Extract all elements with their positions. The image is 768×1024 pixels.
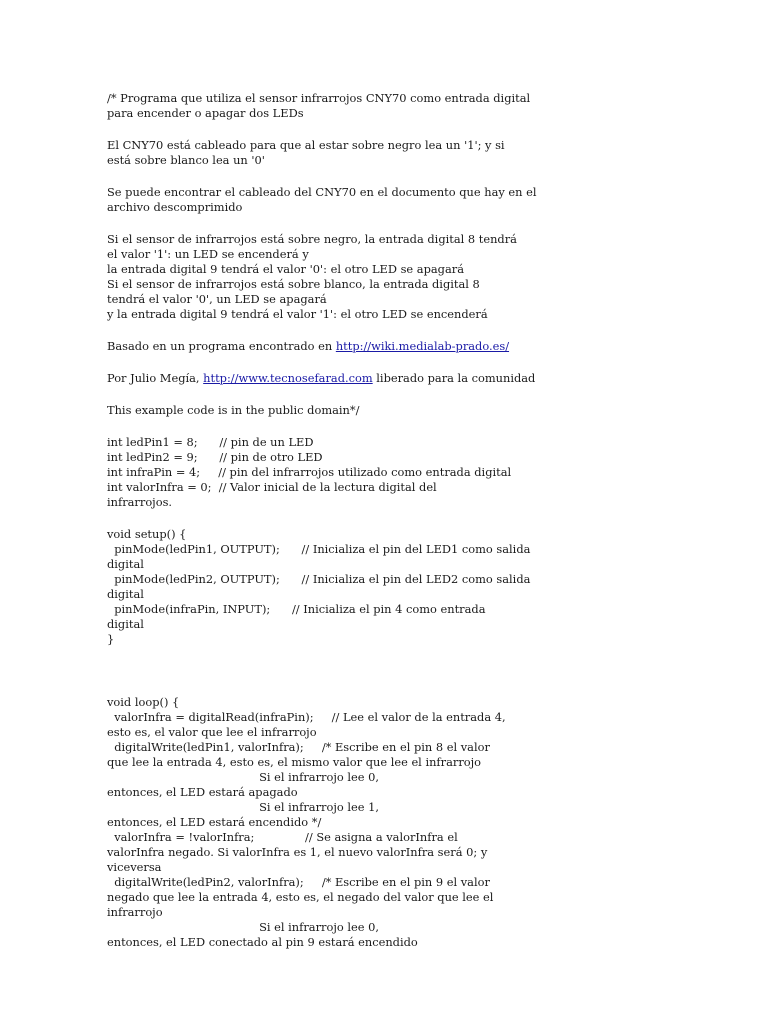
code-line: digital (107, 557, 144, 571)
code-line: que lee la entrada 4, esto es, el mismo valor que lee el infrarrojo (107, 755, 482, 769)
code-line: pinMode(ledPin1, OUTPUT); // Inicializa el pin del LED1 como salida (107, 542, 531, 556)
based-on-text: Basado en un programa encontrado en (107, 339, 336, 353)
wiring-note (107, 138, 667, 168)
text-line: Si el sensor de infrarrojos está sobre blanco, la entrada digital 8 (107, 277, 480, 291)
code-line: infrarrojos. (107, 495, 173, 509)
wiring-doc-reference (107, 185, 667, 215)
author-text: Por Julio Megía, (107, 371, 204, 385)
text-line: Se puede encontrar el cableado del CNY70 en el documento que hay en el (107, 185, 537, 199)
code-line: negado que lee la entrada 4, esto es, el negado del valor que lee el (107, 890, 494, 904)
code-line: void setup() { (107, 527, 187, 541)
code-line: entonces, el LED estará encendido */ (107, 815, 322, 829)
setup-function (107, 527, 667, 647)
text-line: archivo descomprimido (107, 200, 243, 214)
code-line: digital (107, 617, 144, 631)
code-line: pinMode(ledPin2, OUTPUT); // Inicializa el pin del LED2 como salida (107, 572, 531, 586)
blank-space (107, 647, 667, 695)
medialab-link[interactable]: http://wiki.medialab-prado.es/ (335, 339, 510, 353)
text-line: y la entrada digital 9 tendrá el valor '1': el otro LED se encenderá (107, 307, 488, 321)
code-line: int valorInfra = 0; // Valor inicial de la lectura digital del (107, 480, 437, 494)
text-line: This example code is in the public domain*/ (107, 403, 360, 417)
code-line: Si el infrarrojo lee 0, (107, 920, 379, 934)
code-line: valorInfra negado. Si valorInfra es 1, el nuevo valorInfra será 0; y (107, 845, 488, 859)
code-line: } (107, 632, 115, 646)
code-line: entonces, el LED conectado al pin 9 estará encendido (107, 935, 418, 949)
based-on-line (107, 339, 667, 354)
document-body (107, 91, 667, 950)
code-line: esto es, el valor que lee el infrarrojo (107, 725, 317, 739)
code-line: valorInfra = digitalRead(infraPin); // Lee el valor de la entrada 4, (107, 710, 506, 724)
author-line (107, 371, 667, 386)
text-line: el valor '1': un LED se encenderá y (107, 247, 309, 261)
code-line: pinMode(infraPin, INPUT); // Inicializa el pin 4 como entrada (107, 602, 486, 616)
code-line: void loop() { (107, 695, 180, 709)
text-line: para encender o apagar dos LEDs (107, 106, 304, 120)
license-line (107, 403, 667, 418)
code-line: Si el infrarrojo lee 1, (107, 800, 379, 814)
header-comment (107, 91, 667, 121)
text-line: /* Programa que utiliza el sensor infrarrojos CNY70 como entrada digital (107, 91, 531, 105)
behavior-description (107, 232, 667, 322)
code-line: valorInfra = !valorInfra; // Se asigna a valorInfra el (107, 830, 458, 844)
code-line: int ledPin1 = 8; // pin de un LED (107, 435, 314, 449)
tecnosefarad-link[interactable]: http://www.tecnosefarad.com (203, 371, 373, 385)
text-line: Si el sensor de infrarrojos está sobre negro, la entrada digital 8 tendrá (107, 232, 517, 246)
loop-function (107, 695, 667, 950)
text-line: la entrada digital 9 tendrá el valor '0': el otro LED se apagará (107, 262, 464, 276)
text-line: tendrá el valor '0', un LED se apagará (107, 292, 327, 306)
code-line: int infraPin = 4; // pin del infrarrojos utilizado como entrada digital (107, 465, 512, 479)
code-line: viceversa (107, 860, 162, 874)
code-line: int ledPin2 = 9; // pin de otro LED (107, 450, 323, 464)
text-line: El CNY70 está cableado para que al estar sobre negro lea un '1'; y si (107, 138, 505, 152)
code-line: digitalWrite(ledPin1, valorInfra); /* Escribe en el pin 8 el valor (107, 740, 490, 754)
text-line: está sobre blanco lea un '0' (107, 153, 265, 167)
license-note-text: liberado para la comunidad (372, 371, 536, 385)
code-line: Si el infrarrojo lee 0, (107, 770, 379, 784)
code-line: digitalWrite(ledPin2, valorInfra); /* Escribe en el pin 9 el valor (107, 875, 490, 889)
code-line: infrarrojo (107, 905, 163, 919)
variable-declarations (107, 435, 667, 510)
code-line: digital (107, 587, 144, 601)
code-line: entonces, el LED estará apagado (107, 785, 298, 799)
